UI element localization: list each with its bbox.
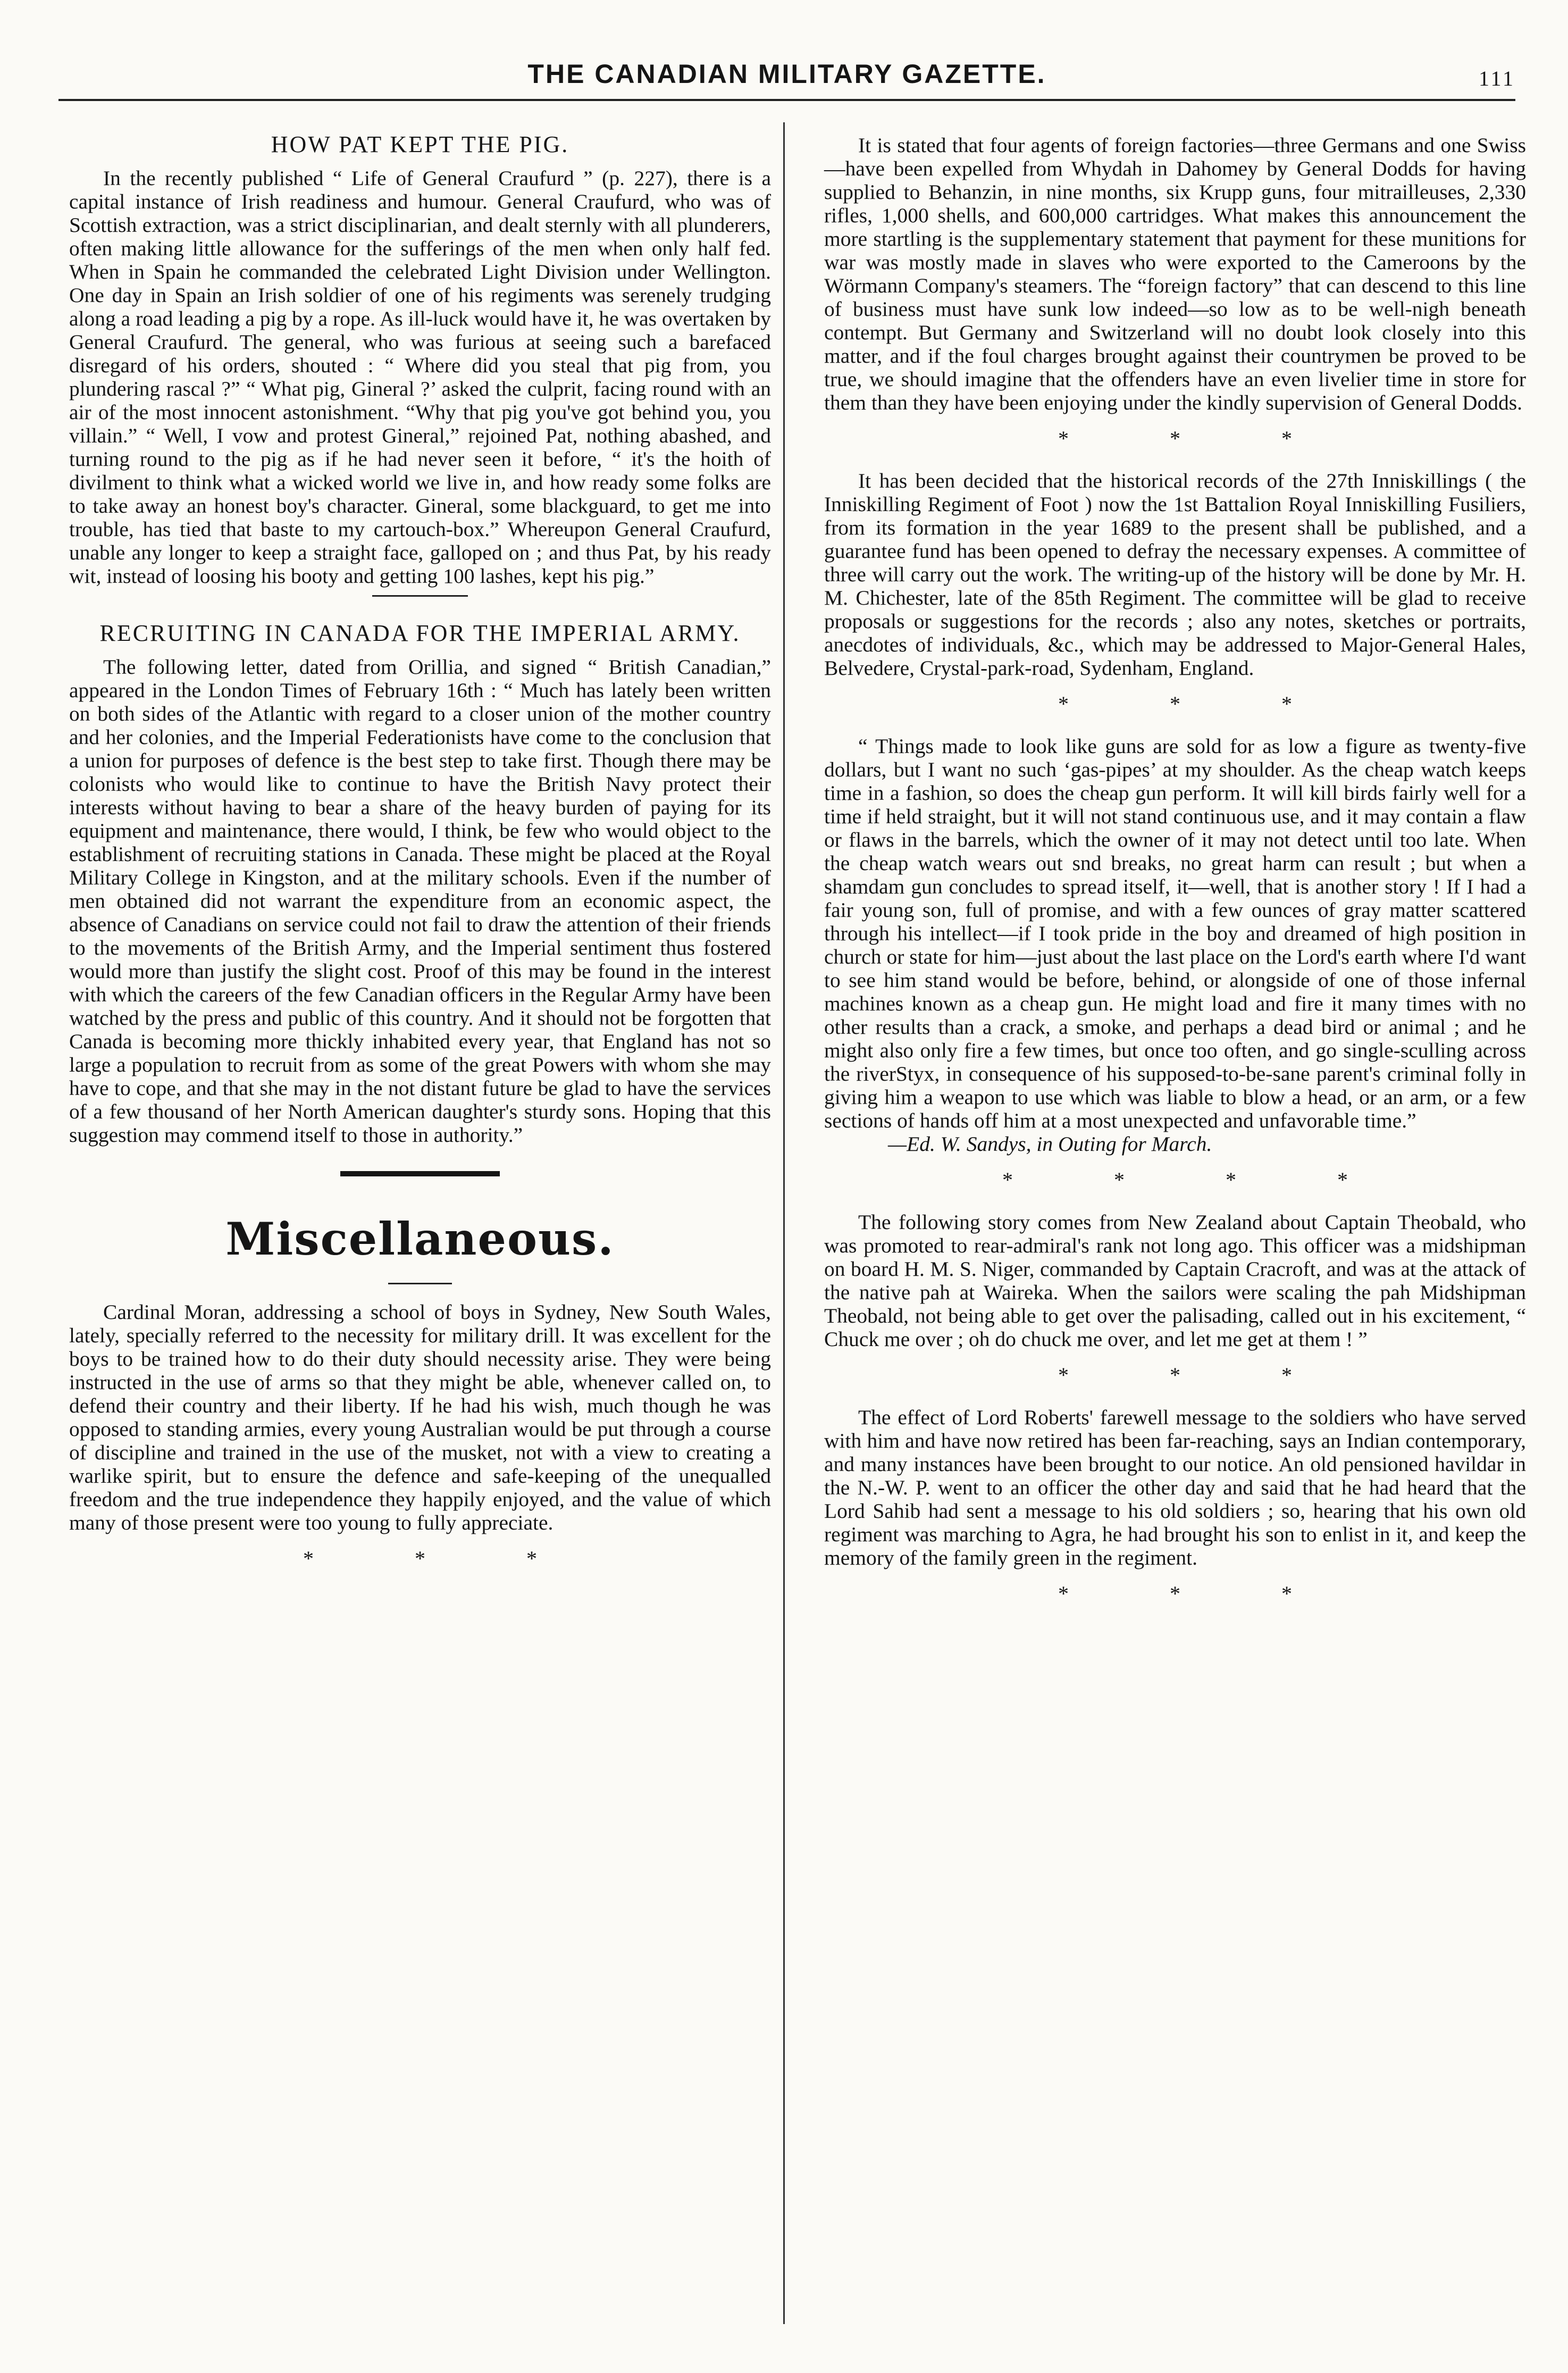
article-body-dahomey: It is stated that four agents of foreign factories—three Germans and one Swiss—have been expelled from Whydah in Dahomey by General Dodds for having supplied to Behanzin, in nine months, six Krupp guns, four mitrailleuses, 2,330 rifles, 1,000 shells, and 600,000 cartridges. What makes this announcement the more startling is the supplementary statement that payment for these munitions for war was mostly made in slaves who were exported to the Cameroons by the Wörmann Company's steamers. The “foreign factory” that can descend to this line of business must have sunk low indeed—so low as to be well-nigh beneath contempt. But Germany and Switzerland will no doubt look closely into this matter, and if the foul charges brought against their countrymen be proved to be true, we should imagine that the offenders have an even livelier time in store for them than they have been enjoying under the kindly supervision of General Dodds.	[824, 133, 1526, 414]
section-rule	[340, 1171, 500, 1176]
publication-title: THE CANADIAN MILITARY GAZETTE.	[527, 59, 1046, 89]
right-column	[824, 120, 1526, 1624]
article-body-cardinal-moran: Cardinal Moran, addressing a school of boys in Sydney, New South Wales, lately, specially referred to the necessity for military drill. It was excellent for the boys to be trained how to do their duty should necessity arise. They were being instructed in the use of arms so that they might be able, whenever called on, to defend their country and their liberty. If he had his wish, much though he was opposed to standing armies, every young Australian would be put through a course of discipline and trained in the use of the musket, not with a view to creating a warlike spirit, but to ensure the defence and safe-keeping of the unequalled freedom and the true independence they happily enjoyed, and the value of which many of those present were too young to fully appreciate.	[69, 1300, 771, 1534]
article-body-lord-roberts: The effect of Lord Roberts' farewell message to the soldiers who have served with him and have now retired has been far-reaching, says an Indian contemporary, and many instances have been brought to our notice. An old pensioned havildar in the N.-W. P. went to an officer the other day and said that he had heard that the Lord Sahib had sent a message to his old soldiers ; so, hearing that his own old regiment was marching to Agra, he had brought his son to enlist in it, and keep the memory of the family green in the regiment.	[824, 1406, 1526, 1569]
article-body-pig: In the recently published “ Life of General Craufurd ” (p. 227), there is a capital instance of Irish readiness and humour. General Craufurd, who was of Scottish extraction, was a strict disciplinarian, and dealt sternly with all plunderers, often making little allowance for the sufferings of the men when only half fed. When in Spain he commanded the celebrated Light Division under Wellington. One day in Spain an Irish soldier of one of his regiments was serenely trudging along a road leading a pig by a rope. As ill-luck would have it, he was overtaken by General Craufurd. The general, who was furious at seeing such a barefaced disregard of his orders, shouted : “ Where did you steal that pig from, you plundering rascal ?” “ What pig, Gineral ?’ asked the culprit, facing round with an air of the most innocent astonishment. “Why that pig you've got behind you, you villain.” “ Well, I vow and protest Gineral,” rejoined Pat, nothing abashed, and turning round to the pig as if he had never seen it before, “ it's the hoith of divilment to think what a wicked world we live in, and how ready some folks are to take away an honest boy's character. Gineral, some blackguard, to get me into trouble, has tied that baste to my cartouch-box.” Whereupon General Craufurd, unable any longer to keep a straight face, galloped on ; and thus Pat, by his ready wit, instead of loosing his booty and getting 100 lashes, kept his pig.”	[69, 166, 771, 588]
stars-separator: * * *	[1058, 1363, 1340, 1387]
stars-separator: * * *	[1058, 1582, 1340, 1606]
column-divider	[783, 122, 785, 2324]
page-number: 111	[1478, 66, 1515, 90]
stars-separator: * * *	[1058, 692, 1340, 716]
article-body-theobald: The following story comes from New Zealand about Captain Theobald, who was promoted to rear-admiral's rank not long ago. This officer was a midshipman on board H. M. S. Niger, commanded by Captain Cracroft, and was at the attack of the native pah at Waireka. When the sailors were scaling the pah Midshipman Theobald, not being able to get over the palisading, called out in his excitement, “ Chuck me over ; oh do chuck me over, and let me get at them ! ”	[824, 1210, 1526, 1351]
masthead-rule	[58, 99, 1515, 101]
left-column	[69, 120, 771, 1589]
stars-separator: * * * *	[1002, 1168, 1396, 1192]
masthead	[58, 43, 1515, 101]
article-separator	[372, 595, 468, 597]
article-title-recruiting: RECRUITING IN CANADA FOR THE IMPERIAL ARMY.	[99, 620, 741, 646]
article-body-recruiting: The following letter, dated from Orillia, and signed “ British Canadian,” appeared in the London Times of February 16th : “ Much has lately been written on both sides of the Atlantic with regard to a closer union of the mother country and her colonies, and the Imperial Federationists have come to the conclusion that a union for purposes of defence is the best step to take first. Though there may be colonists who would like to continue to have the British Navy protect their interests without having to bear a share of the heavy burden of paying for its equipment and maintenance, there would, I think, be few who would object to the establishment of recruiting stations in Canada. These might be placed at the Royal Military College in Kingston, and at the military schools. Even if the number of men obtained did not warrant the expenditure from an economic aspect, the absence of Canadians on service could not fail to draw the attention of their friends to the movements of the British Army, and the Imperial sentiment thus fostered would more than justify the slight cost. Proof of this may be found in the interest with which the careers of the few Canadian officers in the Regular Army have been watched by the press and public of this country. And it should not be forgotten that Canada is becoming more thickly inhabited every year, that England has not so large a population to recruit from as some of the great Powers with whom she may have to cope, and that she may in the not distant future be glad to have the services of a few thousand of her North American daughter's sturdy sons. Hoping that this suggestion may commend itself to those in authority.”	[69, 655, 771, 1147]
article-title-pig: HOW PAT KEPT THE PIG.	[271, 131, 569, 157]
article-credit: —Ed. W. Sandys, in Outing for March.	[888, 1132, 1212, 1156]
stars-separator: * * *	[1058, 427, 1340, 450]
stars-separator: * * *	[303, 1547, 585, 1570]
section-underline	[388, 1283, 452, 1284]
article-body-cheap-guns: “ Things made to look like guns are sold for as low a figure as twenty-five dollars, but I want no such ‘gas-pipes’ at my shoulder. As the cheap watch keeps time in a fashion, so does the cheap gun perform. It will kill birds fairly well for a time if held straight, but it will not stand continuous use, and it may contain a flaw or flaws in the barrels, which the owner of it may not detect until too late. When the cheap watch wears out snd breaks, no great harm can result ; but when a shamdam gun concludes to spread itself, it—well, that is another story ! If I had a fair young son, full of promise, and with a few ounces of gray matter scattered through his intellect—if I took pride in the boy and dreamed of high position in church or state for him—just about the last place on the Lord's earth where I'd want to see him stand would be before, behind, or alongside of one of those infernal machines known as a cheap gun. He might load and fire it many times with no other results than a crack, a smoke, and perhaps a dead bird or animal ; and he might also only fire a few times, but once too often, and go single-sculling across the riverStyx, in consequence of his supposed-to-be-sane parent's criminal folly in giving him a weapon to use which was liable to blow a head, or an arm, or a few sections of hands off him at a most unexpected and unfavorable time.”	[824, 734, 1526, 1132]
article-body-inniskilling: It has been decided that the historical records of the 27th Inniskillings ( the Inniskilling Regiment of Foot ) now the 1st Battalion Royal Inniskilling Fusiliers, from its formation in the year 1689 to the present shall be published, and a guarantee fund has been opened to defray the necessary expenses. A committee of three will carry out the work. The writing-up of the history will be done by Mr. H. M. Chichester, late of the 85th Regiment. The committee will be glad to receive proposals or suggestions for the records ; also any notes, sketches or portraits, anecdotes of individuals, &c., which may be addressed to Major-General Hales, Belvedere, Crystal-park-road, Sydenham, England.	[824, 469, 1526, 680]
section-title-miscellaneous: Miscellaneous.	[225, 1213, 615, 1265]
